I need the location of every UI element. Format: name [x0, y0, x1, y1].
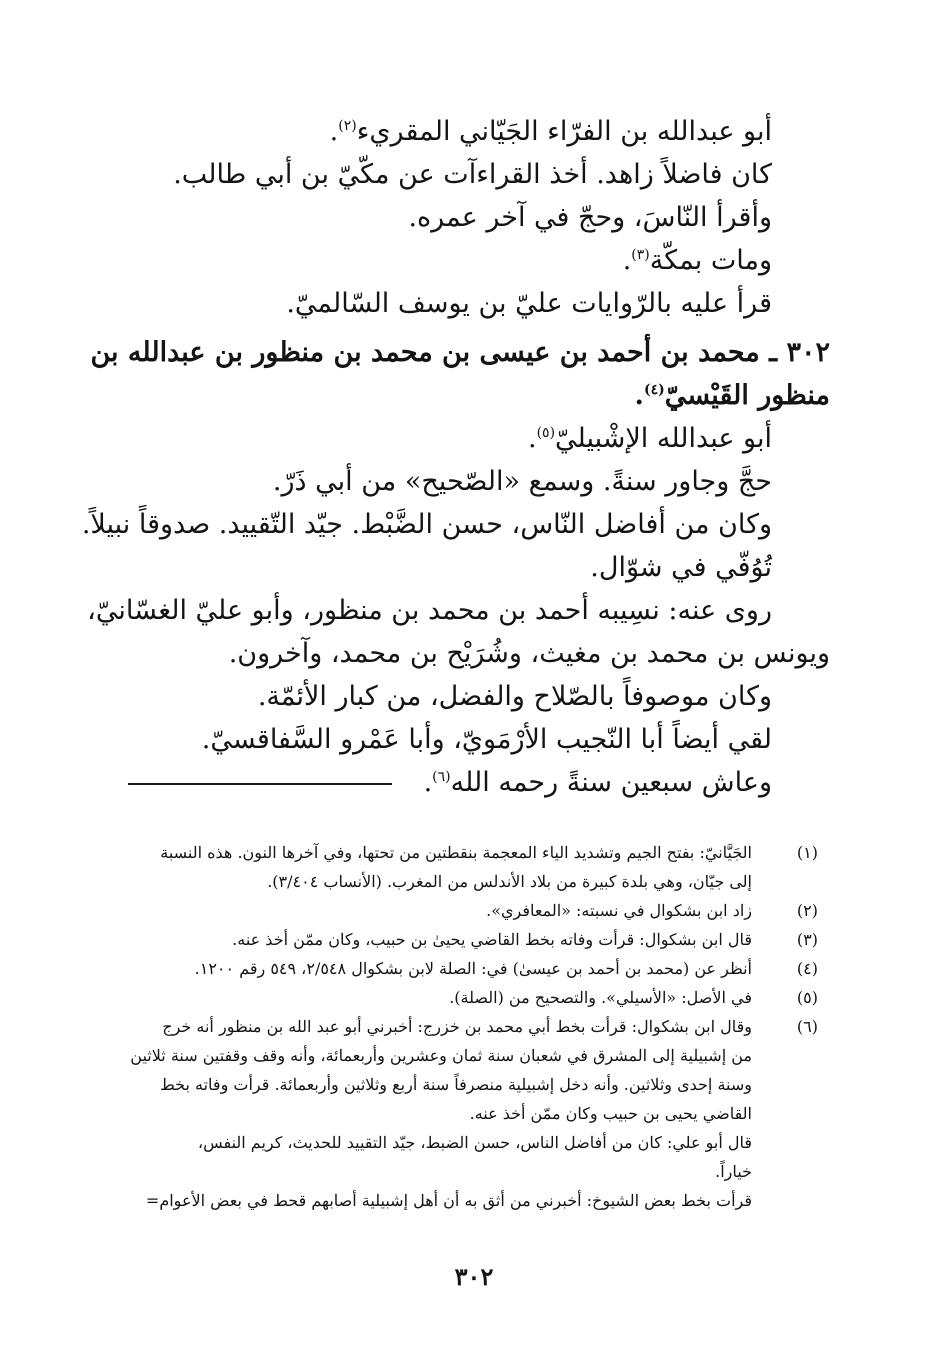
- footnote-number: (١): [796, 843, 818, 862]
- footnote-number: (٥): [796, 988, 818, 1007]
- footnote-line: في الأصل: «الأسيلي». والتصحيح من (الصلة).: [449, 988, 752, 1007]
- text-line: لقي أيضاً أبا النّجيب الأرْمَويّ، وأبا عَمْرو السَّفاقسيّ.: [201, 724, 772, 755]
- footnote-ref[interactable]: (٢): [338, 118, 357, 134]
- footnote-line: قال أبو علي: كان من أفاضل الناس، حسن الضبط، جيّد التقييد للحديث، كريم النفس،: [197, 1133, 752, 1152]
- text-line: وعاش سبعين سنةً رحمه الله$^{(٦)}$.: [423, 767, 772, 798]
- text-line: أبو عبدالله بن الفرّاء الجَيّاني المقريء$^{(٢)}$.: [329, 116, 772, 147]
- footnote-ref[interactable]: (٣): [631, 247, 650, 263]
- text-line: وأقرأ النّاسَ، وحجّ في آخر عمره.: [408, 202, 772, 233]
- page-number: ٣٠٢: [454, 1262, 494, 1291]
- footnote-line: من إشبيلية إلى المشرق في شعبان سنة ثمان وعشرين وأربعمائة، وأنه وقف وقفتين سنة ثلاثين: [130, 1046, 752, 1065]
- footnote: [118, 925, 830, 954]
- footnote-line: قرأت بخط بعض الشيوخ: أخبرني من أثق به أن أهل إشبيلية أصابهم قحط في بعض الأعوام=: [145, 1191, 752, 1210]
- text-line: وكان من أفاضل النّاس، حسن الضَّبْط. جيّد التّقييد. صدوقاً نبيلاً.: [81, 509, 772, 540]
- footnote-ref[interactable]: (٦): [432, 769, 451, 785]
- footnote-number: (٣): [796, 930, 818, 949]
- footnote-ref[interactable]: (٤): [643, 382, 665, 398]
- footnote-line: وسنة إحدى وثلاثين. وأنه دخل إشبيلية منصرفاً سنة أربع وثلاثين وأربعمائة. قرأت وفاته بخط: [159, 1075, 752, 1094]
- footnote: [118, 983, 830, 1012]
- footnote-continuation: [118, 1128, 830, 1215]
- footnote-line: القاضي يحيى بن حبيب وكان ممّن أخذ عنه.: [469, 1104, 752, 1123]
- footnote: [118, 1012, 830, 1128]
- text-line: قرأ عليه بالرّوايات عليّ بن يوسف السّالميّ.: [286, 288, 772, 319]
- footnotes: [118, 838, 830, 1215]
- footnote-line: خياراً.: [715, 1162, 752, 1181]
- main-text: [81, 110, 830, 804]
- text-line: روى عنه: نسِيبه أحمد بن محمد بن منظور، وأبو عليّ الغسّانيّ،: [87, 595, 772, 626]
- text-line: تُوُفّي في شوّال.: [590, 552, 772, 583]
- footnote-number: (٢): [796, 901, 818, 920]
- footnote-line: إلى جيّان، وهي بلدة كبيرة من بلاد الأندلس من المغرب. (الأنساب ٣/٤٠٤).: [267, 872, 752, 891]
- footnote-line: الجَيَّانيّ: بفتح الجيم وتشديد الياء المعجمة بنقطتين من تحتها، وفي آخرها النون. هذه النسبة: [160, 843, 752, 862]
- footnote-line: وقال ابن بشكوال: قرأت بخط أبي محمد بن خزرج: أخبرني أبو عبد الله بن منظور أنه خرج: [162, 1017, 752, 1036]
- entry-heading: منظور القَيْسيّ$^{(٤)}$.: [634, 380, 830, 411]
- text-line: أبو عبدالله الإشْبيليّ$^{(٥)}$.: [527, 423, 772, 454]
- footnote-number: (٤): [796, 959, 818, 978]
- footnote: [118, 838, 830, 896]
- footnote: [118, 954, 830, 983]
- entry-heading: ٣٠٢ ـ محمد بن أحمد بن عيسى بن محمد بن منظور بن عبدالله بن: [90, 337, 830, 368]
- footnote-divider: [128, 783, 392, 785]
- footnote-ref[interactable]: (٥): [536, 425, 556, 441]
- text-line: وكان موصوفاً بالصّلاح والفضل، من كبار الأئمّة.: [257, 681, 772, 712]
- text-line: ويونس بن محمد بن مغيث، وشُرَيْح بن محمد، وآخرون.: [228, 638, 830, 669]
- footnote: [118, 896, 830, 925]
- footnote-line: قال ابن بشكوال: قرأت وفاته بخط القاضي يحيىٰ بن حبيب، وكان ممّن أخذ عنه.: [232, 930, 752, 949]
- footnote-number: (٦): [796, 1017, 818, 1036]
- footnote-line: زاد ابن بشكوال في نسبته: «المعافري».: [486, 901, 752, 920]
- text-line: كان فاضلاً زاهد. أخذ القراءآت عن مكّيّ بن أبي طالب.: [173, 159, 772, 190]
- text-line: ومات بمكّة$^{(٣)}$.: [622, 245, 772, 276]
- footnote-line: أنظر عن (محمد بن أحمد بن عيسىٰ) في: الصلة لابن بشكوال ٢/٥٤٨، ٥٤٩ رقم ١٢٠٠.: [194, 959, 752, 978]
- text-line: حجَّ وجاور سنةً. وسمع «الصّحيح» من أبي ذَرّ.: [272, 466, 772, 497]
